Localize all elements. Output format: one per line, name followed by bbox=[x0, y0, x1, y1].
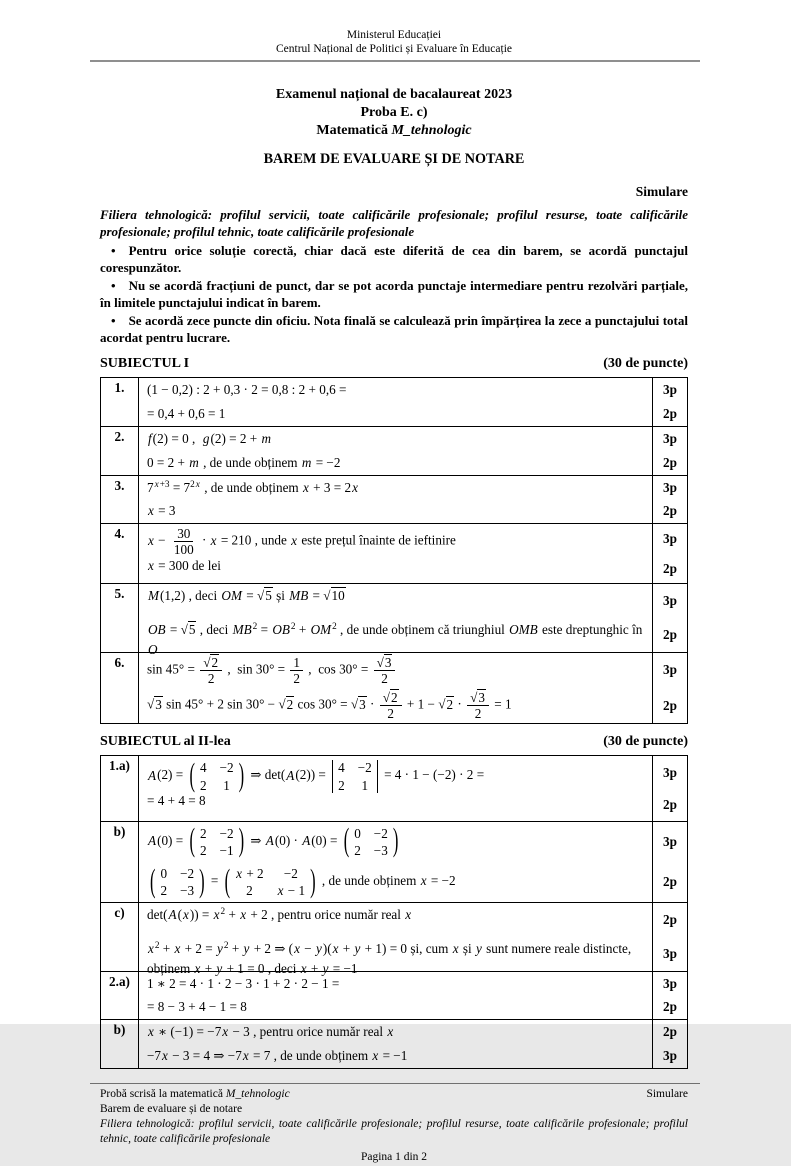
points-cell: 2p bbox=[652, 862, 687, 902]
solution-math: x ∗ (−1) = −7x − 3 , pentru orice număr real x bbox=[148, 1024, 394, 1040]
solution-math: 1 ∗ 2 = 4 · 1 · 2 − 3 · 1 + 2 · 2 − 1 = bbox=[147, 975, 340, 991]
solution-line bbox=[139, 451, 687, 475]
points-cell: 3p bbox=[652, 937, 687, 971]
points-cell: 2p bbox=[652, 554, 687, 584]
solution-math: OB = √5 , deci $MB^2 = OB^2 + OM^2$ , de unde obținem că triunghiul OMB este dreptunghic în O bbox=[148, 621, 643, 657]
row-label: 1. bbox=[101, 378, 139, 426]
header-divider bbox=[90, 60, 700, 62]
row-label: c) bbox=[101, 903, 139, 970]
solution-math: x = 300 de lei bbox=[148, 557, 221, 573]
solution-math: (1 − 0,2) : 2 + 0,3 · 2 = 0,8 : 2 + 0,6 = bbox=[147, 382, 347, 398]
solution-math: $7^{x+3} = 7^{2x}$ , de unde obținem x + 3 = 2x bbox=[147, 478, 358, 495]
row-label: 1.a) bbox=[101, 756, 139, 820]
solution-line bbox=[139, 688, 687, 723]
solution-math: √3 sin 45° + 2 sin 30° − √2 cos 30° = √3 · $\frac{√2}{2}$ + 1 − √2 · $\frac{√3}{2}$ = 1 bbox=[147, 690, 512, 722]
section-1-title: SUBIECTUL I bbox=[100, 356, 190, 372]
solution-math: = 8 − 3 + 4 − 1 = 8 bbox=[147, 999, 247, 1015]
points-cell: 2p bbox=[652, 995, 687, 1019]
solution-math: 0 = 2 + m , de unde obținem m = −2 bbox=[147, 454, 341, 470]
solution-math: A(0) = ( 2 −2 2 −1 ) ⇒ A(0) · A(0) = ( 0 −2 2 −3 ) bbox=[148, 821, 399, 859]
points-cell: 3p bbox=[652, 653, 687, 688]
solution-math: $\det(A(x)) = x^2 + x + 2$ , pentru orice număr real x bbox=[147, 906, 412, 923]
ministry-header bbox=[100, 28, 688, 57]
section-2-heading-row bbox=[100, 734, 688, 750]
row-label: b) bbox=[101, 822, 139, 903]
grading-note-3 bbox=[100, 312, 688, 346]
row-label: 4. bbox=[101, 524, 139, 583]
grading-note-2 bbox=[100, 277, 688, 311]
solution-math: = 0,4 + 0,6 = 1 bbox=[147, 406, 226, 422]
table-row bbox=[101, 902, 687, 976]
ministry-line1: Ministerul Educației bbox=[346, 29, 442, 41]
footer-filiera: Filiera tehnologică: profilul servicii, toate calificările profesionale; profilul resurse, toate calificările profesionale; profilul tehnic, toate calificările profesionale bbox=[100, 1118, 688, 1146]
points-cell: 3p bbox=[652, 972, 687, 996]
table-row bbox=[101, 475, 687, 524]
solution-math: $x^2 + x + 2 = y^2 + y + 2$ ⇒ (x − y)(x + y + 1) = 0 și, cum x și y sunt numere reale distincte, obținem x + y + 1 = 0 , deci x + y = −1 bbox=[147, 939, 632, 976]
points-cell: 3p bbox=[652, 822, 687, 862]
section-2-title: SUBIECTUL al II-lea bbox=[100, 734, 231, 750]
points-cell: 2p bbox=[652, 402, 687, 426]
solution-line bbox=[139, 1020, 687, 1044]
points-cell: 3p bbox=[652, 524, 687, 554]
page-number: Pagina 1 din 2 bbox=[360, 1151, 428, 1164]
row-label: 3. bbox=[101, 476, 139, 524]
solution-math: ( 0 −2 2 −3 ) = ( x + 2 −2 2 x − 1 ) , de unde obținem x = −2 bbox=[150, 861, 456, 900]
solution-line bbox=[139, 524, 687, 558]
footer-simulare: Simulare bbox=[646, 1087, 688, 1100]
solution-line bbox=[139, 554, 687, 584]
bullet-icon: • bbox=[111, 242, 116, 258]
solution-math: −7x − 3 = 4 ⇒ −7x = 7 , de unde obținem x = −1 bbox=[147, 1048, 408, 1063]
section-1-heading-row bbox=[100, 356, 688, 372]
solution-math: x − $\frac{30}{100}$ · x = 210 , unde x este prețul înainte de ieftinire bbox=[148, 526, 456, 558]
solution-math: f(2) = 0 , g(2) = 2 + m bbox=[148, 431, 272, 447]
table-row bbox=[101, 523, 687, 583]
footer-row-1 bbox=[100, 1087, 688, 1102]
solution-math: sin 45° = $\frac{√2}{2}$ , sin 30° = $\frac{1}{2}$ , cos 30° = $\frac{√3}{2}$ bbox=[139, 653, 652, 688]
points-cell: 2p bbox=[652, 451, 687, 475]
grading-note-3-text: Se acordă zece puncte din oficiu. Nota finală se calculează prin împărțirea la zece a punctajului total acordat pentru lucrare. bbox=[100, 313, 688, 346]
points-cell: 2p bbox=[652, 618, 687, 652]
grading-note-1 bbox=[100, 242, 688, 276]
solution-line bbox=[139, 499, 687, 523]
simulare-label: Simulare bbox=[635, 183, 688, 199]
table-row bbox=[101, 1019, 687, 1068]
row-label: b) bbox=[101, 1020, 139, 1068]
bullet-icon: • bbox=[111, 277, 116, 293]
points-cell: 3p bbox=[652, 476, 687, 500]
ministry-line2: Centrul Național de Politici și Evaluare în Educație bbox=[275, 43, 512, 56]
section-1-table bbox=[100, 377, 688, 724]
table-row bbox=[101, 426, 687, 475]
table-row bbox=[101, 821, 687, 903]
grading-note-1-text: Pentru orice soluție corectă, chiar dacă este diferită de cea din barem, se acordă punctajul corespunzător. bbox=[100, 242, 688, 275]
solution-math: M(1,2) , deci OM = √5 și MB = √10 bbox=[148, 588, 345, 604]
points-cell: 3p bbox=[652, 756, 687, 788]
points-cell: 3p bbox=[652, 584, 687, 618]
exam-title-line3: Matematică M_tehnologic bbox=[316, 123, 472, 139]
solution-line bbox=[139, 789, 687, 821]
solution-math: = 4 + 4 = 8 bbox=[147, 792, 206, 808]
solution-line bbox=[139, 427, 687, 451]
footer-proba: Probă scrisă la matematică M_tehnologic bbox=[100, 1087, 290, 1100]
exam-title-line2: Proba E. c) bbox=[360, 104, 428, 120]
footer-barem: Barem de evaluare și de notare bbox=[100, 1102, 243, 1115]
points-cell: 2p bbox=[652, 499, 687, 523]
bullet-icon: • bbox=[111, 313, 116, 329]
table-row bbox=[101, 756, 687, 820]
solution-line bbox=[139, 937, 687, 976]
section-1-points: (30 de puncte) bbox=[603, 356, 688, 372]
row-label: 2.a) bbox=[101, 972, 139, 1020]
points-cell: 2p bbox=[652, 1020, 687, 1044]
filiera-note: Filiera tehnologică: profilul servicii, toate calificările profesionale; profilul resurse, toate calificările profesionale; profilul tehnic, toate calificările profesionale bbox=[100, 206, 688, 239]
solution-line bbox=[139, 822, 687, 862]
solution-line bbox=[139, 378, 687, 402]
exam-title-block bbox=[100, 86, 688, 169]
points-cell: 3p bbox=[652, 1044, 687, 1068]
points-cell: 2p bbox=[652, 789, 687, 821]
solution-line bbox=[139, 476, 687, 500]
solution-line bbox=[139, 402, 687, 426]
solution-line bbox=[139, 755, 687, 794]
section-2-table bbox=[100, 755, 688, 1068]
table-row bbox=[101, 971, 687, 1020]
row-label: 5. bbox=[101, 584, 139, 651]
solution-line bbox=[139, 584, 687, 618]
solution-line bbox=[139, 618, 687, 657]
solution-line bbox=[139, 903, 687, 937]
barem-title: BAREM DE EVALUARE ȘI DE NOTARE bbox=[263, 151, 525, 168]
solution-line bbox=[139, 653, 687, 688]
section-2-points: (30 de puncte) bbox=[603, 734, 688, 750]
solution-math: x = 3 bbox=[148, 503, 176, 519]
solution-line bbox=[139, 995, 687, 1019]
points-cell: 3p bbox=[652, 427, 687, 451]
row-label: 6. bbox=[101, 653, 139, 724]
solution-line bbox=[139, 1044, 687, 1068]
table-row bbox=[101, 378, 687, 426]
solution-line bbox=[139, 972, 687, 996]
solution-math: A(2) = ( 4 −2 2 1 ) ⇒ det(A(2)) = 4 −2 2 1 = 4 · 1 − (−2) · 2 = bbox=[148, 755, 485, 794]
solution-line bbox=[139, 862, 687, 902]
points-cell: 3p bbox=[652, 378, 687, 402]
row-label: 2. bbox=[101, 427, 139, 475]
page-footer bbox=[100, 1083, 688, 1166]
table-row bbox=[101, 652, 687, 724]
footer-divider bbox=[90, 1083, 700, 1084]
points-cell: 2p bbox=[652, 903, 687, 937]
points-cell: 2p bbox=[652, 688, 687, 723]
exam-title-line1: Examenul național de bacalaureat 2023 bbox=[275, 86, 513, 102]
table-row bbox=[101, 583, 687, 657]
grading-note-2-text: Nu se acordă fracțiuni de punct, dar se pot acorda punctaje intermediare pentru rezolvări parțiale, în limitele punctajului indicat în barem. bbox=[100, 277, 688, 311]
